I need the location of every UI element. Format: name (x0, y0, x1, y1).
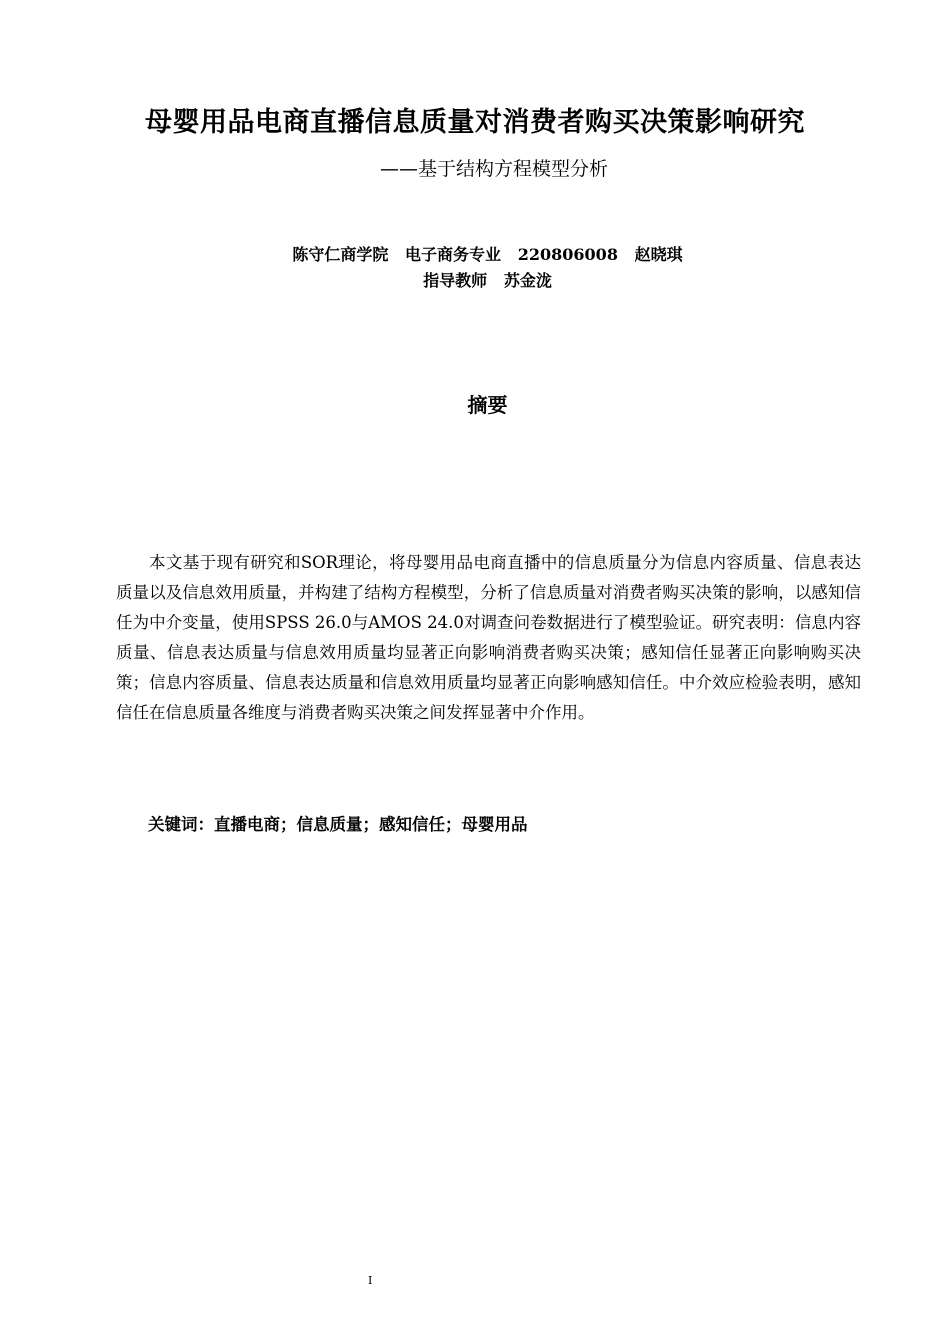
page-number: I (368, 1274, 373, 1287)
paper-title: 母婴用品电商直播信息质量对消费者购买决策影响研究 (145, 107, 805, 138)
paper-subtitle: ——基于结构方程模型分析 (380, 158, 609, 180)
author-info: 陈守仁商学院 电子商务专业 220806008 赵晓琪 (292, 245, 683, 264)
abstract-heading: 摘要 (467, 393, 508, 417)
keywords-line: 关键词：直播电商；信息质量；感知信任；母婴用品 (148, 815, 528, 834)
advisor-info: 指导教师 苏金泷 (423, 271, 552, 290)
abstract-body: 本文基于现有研究和SOR理论，将母婴用品电商直播中的信息质量分为信息内容质量、信息表达质量以及信息效用质量，并构建了结构方程模型，分析了信息质量对消费者购买决策的影响，以感知信任为中介变量，使用SPSS 26.0与AMOS 24.0对调查问卷数据进行了模型验证。研究表明：信息内容质量、信息表达质量与信息效用质量均显著正向影响消费者购买决策；感知信任显著正向影响购买决策；信息内容质量、信息表达质量和信息效用质量均显著正向影响感知信任。中介效应检验表明，感知信任在信息质量各维度与消费者购买决策之间发挥显著中介作用。 (116, 553, 861, 722)
